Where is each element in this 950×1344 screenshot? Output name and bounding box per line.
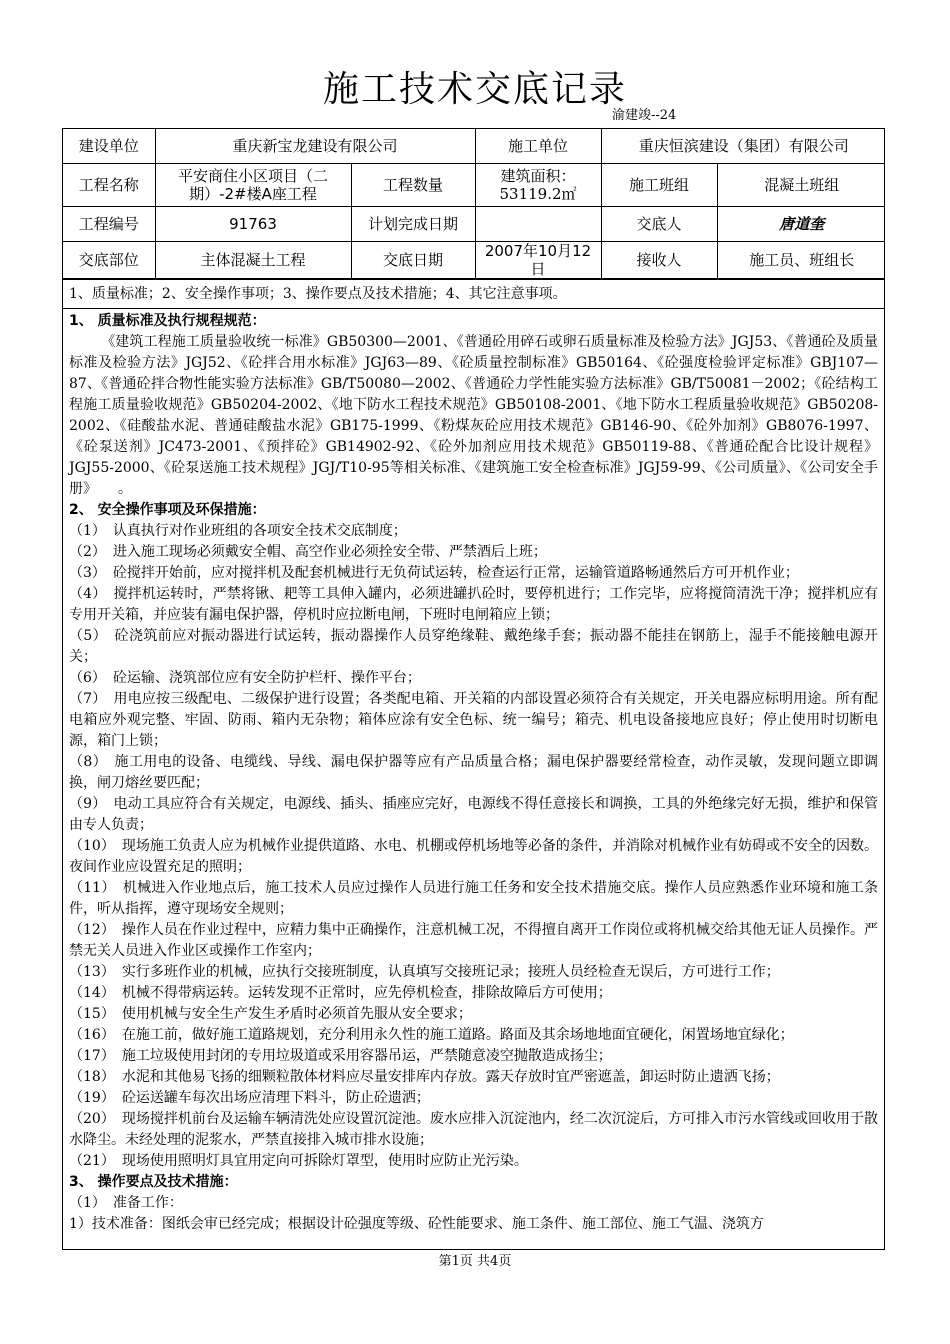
record-form — [62, 128, 885, 1250]
list-item: （14） 机械不得带病运转。运转发现不正常时，应先停机检查，排除故障后方可使用； — [69, 985, 612, 1001]
list-item: （3） 砼搅拌开始前，应对搅拌机及配套机械进行无负荷试运转，检查运行正常，运输管道路畅通然后方可开机作业； — [69, 565, 799, 581]
section-3-list — [69, 1193, 878, 1235]
value-part: 主体混凝土工程 — [155, 242, 351, 279]
value-plan-date — [475, 207, 601, 242]
value-disclose-date: 2007年10月12日 — [475, 242, 601, 279]
list-item: （10） 现场施工负责人应为机械作业提供道路、水电、机棚或停机场地等必备的条件，并消除对机械作业有妨碍或不安全的因数。夜间作业应设置充足的照明； — [69, 838, 878, 875]
summary-line: 1、质量标准；2、安全操作事项；3、操作要点及技术措施；4、其它注意事项。 — [63, 279, 884, 309]
section-1-title: 1、 质量标准及执行规程规范： — [69, 313, 266, 329]
header-row-3 — [63, 207, 885, 242]
label-receiver: 接收人 — [601, 242, 717, 279]
list-item: （12） 操作人员在作业过程中，应精力集中正确操作，注意机械工况，不得擅自离开工作岗位或将机械交给其他无证人员操作。严禁无关人员进入作业区或操作工作室内； — [69, 922, 878, 959]
list-item: （11） 机械进入作业地点后，施工技术人员应过操作人员进行施工任务和安全技术措施交底。操作人员应熟悉作业环境和施工条件，听从指挥，遵守现场安全规则； — [69, 880, 878, 917]
value-team: 混凝土班组 — [717, 164, 885, 207]
section-2-list — [69, 521, 878, 1172]
list-item: （19） 砼运送罐车每次出场应清理下料斗，防止砼遗洒； — [69, 1090, 430, 1106]
document-title: 施工技术交底记录 — [322, 69, 627, 110]
label-disclose-date: 交底日期 — [351, 242, 475, 279]
list-item: 1）技术准备：图纸会审已经完成；根据设计砼强度等级、砼性能要求、施工条件、施工部位、施工气温、浇筑方 — [69, 1216, 764, 1232]
header-row-2 — [63, 164, 885, 207]
value-builder: 重庆新宝龙建设有限公司 — [155, 129, 475, 164]
list-item: （21） 现场使用照明灯具宜用定向可拆除灯罩型，使用时应防止光污染。 — [69, 1153, 528, 1169]
list-item: （17） 施工垃圾使用封闭的专用垃圾道或采用容器吊运，严禁随意凌空抛散造成扬尘； — [69, 1048, 612, 1064]
label-project-no: 工程编号 — [63, 207, 155, 242]
list-item: （4） 搅拌机运转时，严禁将锹、耙等工具伸入罐内，必须进罐扒砼时，要停机进行；工作完毕，应将搅筒清洗干净；搅拌机应有专用开关箱，并应装有漏电保护器，停机时应拉断电闸，下班时电闸箱应上锁； — [69, 586, 878, 623]
list-item: （1） 准备工作： — [69, 1195, 183, 1211]
page-footer: 第1页 共4页 — [438, 1254, 512, 1269]
label-contractor: 施工单位 — [475, 129, 601, 164]
list-item: （13） 实行多班作业的机械，应执行交接班制度，认真填写交接班记录；接班人员经检查无误后，方可进行工作； — [69, 964, 780, 980]
label-part: 交底部位 — [63, 242, 155, 279]
list-item: （20） 现场搅拌机前台及运输车辆清洗处应设置沉淀池。废水应排入沉淀池内，经二次沉淀后，方可排入市污水管线或回收用于散水降尘。未经处理的泥浆水，严禁直接排入城市排水设施； — [69, 1111, 878, 1148]
value-area-label: 建筑面积： — [500, 167, 576, 185]
list-item: （18） 水泥和其他易飞扬的细颗粒散体材料应尽量安排库内存放。露天存放时宜严密遮盖，卸运时防止遗洒飞扬； — [69, 1069, 780, 1085]
list-item: （15） 使用机械与安全生产发生矛盾时必须首先服从安全要求； — [69, 1006, 472, 1022]
header-row-1 — [63, 129, 885, 164]
list-item: （7） 用电应按三级配电、二级保护进行设置；各类配电箱、开关箱的内部设置必须符合有关规定，开关电器应标明用途。所有配电箱应外观完整、牢固、防雨、箱内无杂物；箱体应涂有安全色标、统一编号；箱壳、机电设备接地应良好；停止使用时切断电源，箱门上锁； — [69, 691, 878, 749]
label-builder: 建设单位 — [63, 129, 155, 164]
section-1-text: 《建筑工程施工质量验收统一标准》GB50300—2001、《普通砼用碎石或卵石质量标准及检验方法》JGJ53、《普通砼及质量标准及检验方法》JGJ52、《砼拌合用水标准》JGJ63—89、《砼质量控制标准》GB50164、《砼强度检验评定标准》GBJ107—87、《普通砼拌合物性能实验方法标准》GB/T50080—2002、《普通砼力学性能实验方法标准》GB/T50081－2002；《砼结构工程施工质量验收规范》GB50204-2002、《地下防水工程技术规范》GB50108-2001、《地下防水工程质量验收规范》GB50208-2002、《硅酸盐水泥、普通硅酸盐水泥》GB175-1999、《粉煤灰砼应用技术规范》GB146-90、《砼外加剂》GB8076-1997、《砼泵送剂》JC473-2001、《预拌砼》GB14902-92、《砼外加剂应用技术规范》GB50119-88、《普通砼配合比设计规程》JGJ55-2000、《砼泵送施工技术规程》JGJ/T10-95等相关标准、《建筑施工安全检查标准》JGJ59-99、《公司质量》、《公司安全手册》 。 — [69, 334, 878, 497]
value-discloser-signature: 唐道奎 — [717, 207, 885, 242]
list-item: （1） 认真执行对作业班组的各项安全技术交底制度； — [69, 523, 407, 539]
label-quantity: 工程数量 — [351, 164, 475, 207]
list-item: （5） 砼浇筑前应对振动器进行试运转，振动器操作人员穿绝缘鞋、戴绝缘手套；振动器不能挂在钢筋上，湿手不能接触电源开关； — [69, 628, 878, 665]
value-quantity — [475, 164, 601, 207]
header-row-4 — [63, 242, 885, 279]
list-item: （8） 施工用电的设备、电缆线、导线、漏电保护器等应有产品质量合格；漏电保护器要经常检查，动作灵敏，发现问题立即调换，闸刀熔丝要匹配； — [69, 754, 878, 791]
header-table — [63, 129, 885, 279]
value-project-name: 平安商住小区项目（二期）-2#楼A座工程 — [155, 164, 351, 207]
label-discloser: 交底人 — [601, 207, 717, 242]
section-2-title: 2、 安全操作事项及环保措施： — [69, 502, 266, 518]
list-item: （16） 在施工前，做好施工道路规划，充分利用永久性的施工道路。路面及其余场地地面宜硬化，闲置场地宜绿化； — [69, 1027, 794, 1043]
section-3-title: 3、 操作要点及技术措施： — [69, 1174, 238, 1190]
list-item: （2） 进入施工现场必须戴安全帽、高空作业必须拴安全带、严禁酒后上班； — [69, 544, 547, 560]
document-code: 渝建竣--24 — [612, 108, 677, 123]
list-item: （6） 砼运输、浇筑部位应有安全防护栏杆、操作平台； — [69, 670, 421, 686]
label-plan-date: 计划完成日期 — [351, 207, 475, 242]
value-area: 53119.2㎡ — [499, 185, 577, 203]
value-project-no: 91763 — [155, 207, 351, 242]
list-item: （9） 电动工具应符合有关规定，电源线、插头、插座应完好，电源线不得任意接长和调换，工具的外绝缘完好无损，维护和保管由专人负责； — [69, 796, 878, 833]
label-team: 施工班组 — [601, 164, 717, 207]
label-project-name: 工程名称 — [63, 164, 155, 207]
value-contractor: 重庆恒滨建设（集团）有限公司 — [601, 129, 885, 164]
content-body — [63, 309, 884, 1237]
value-receiver: 施工员、班组长 — [717, 242, 885, 279]
